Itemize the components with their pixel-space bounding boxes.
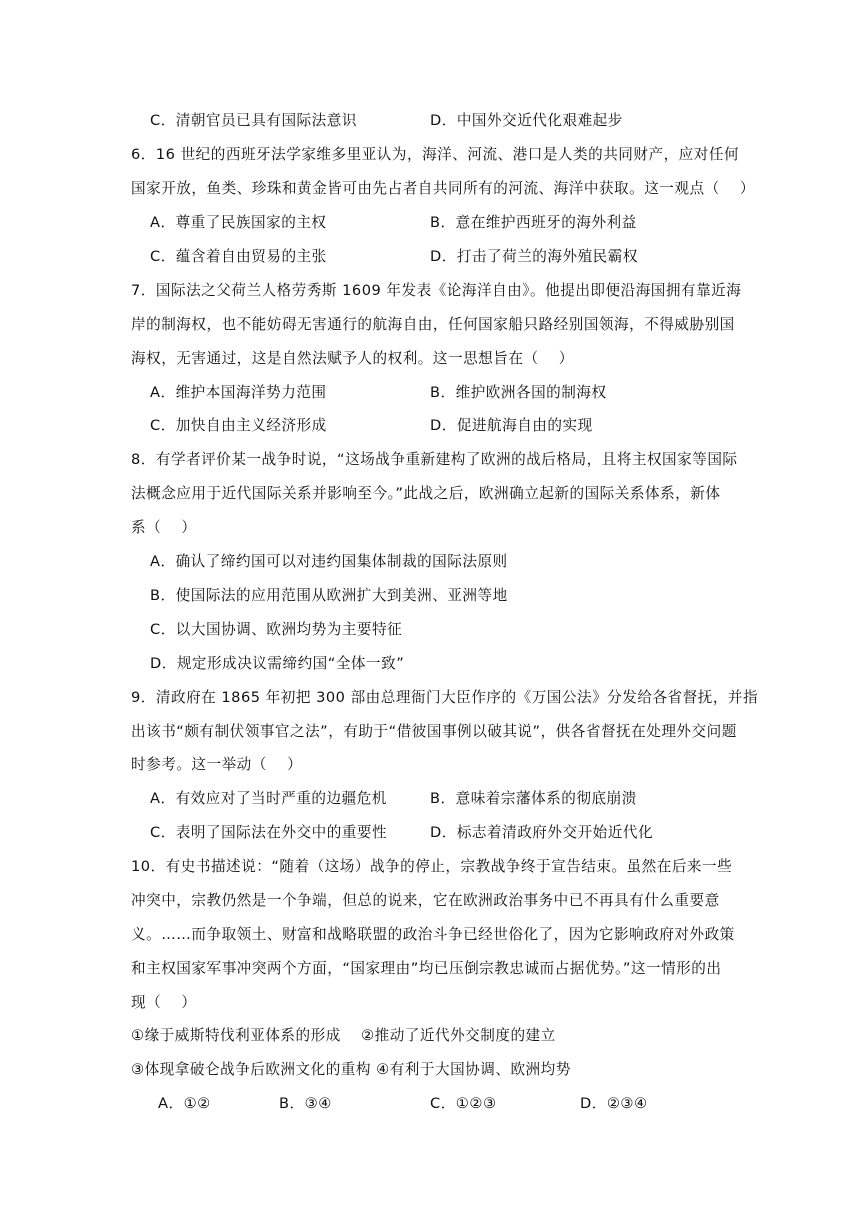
q8-stem-line-2: 法概念应用于近代国际关系并影响至今。”此战之后，欧洲确立起新的国际关系体系，新体 [131, 485, 721, 502]
q10-stem-line-1: 10．有史书描述说：“随着（这场）战争的停止，宗教战争终于宣告结束。虽然在后来一些 [131, 858, 733, 875]
q8-option-b: B．使国际法的应用范围从欧洲扩大到美洲、亚洲等地 [150, 587, 508, 604]
q6-stem-line-2: 国家开放，鱼类、珍珠和黄金皆可由先占者自共同所有的河流、海洋中获取。这一观点（ ） [131, 180, 755, 197]
q10-option-b: B．③④ [279, 1095, 332, 1112]
q7-option-d: D．促进航海自由的实现 [430, 417, 593, 434]
q7-stem-line-2: 岸的制海权，也不能妨碍无害通行的航海自由，任何国家船只路经别国领海，不得威胁别国 [131, 316, 735, 333]
q10-stem-line-4: 和主权国家军事冲突两个方面，“国家理由”均已压倒宗教忠诚而占据优势。”这一情形的出 [131, 960, 722, 977]
q8-option-d: D．规定形成决议需缔约国“全体一致” [150, 655, 405, 672]
q9-option-c: C．表明了国际法在外交中的重要性 [150, 824, 388, 841]
q7-option-c: C．加快自由主义经济形成 [150, 417, 327, 434]
q9-option-d: D．标志着清政府外交开始近代化 [430, 824, 654, 841]
q7-stem-line-1: 7．国际法之父荷兰人格劳秀斯 1609 年发表《论海洋自由》。他提出即便沿海国拥有靠近海 [131, 282, 742, 299]
q6-option-b: B．意在维护西班牙的海外利益 [430, 214, 637, 231]
q10-option-d: D．②③④ [580, 1095, 648, 1112]
q6-option-a: A．尊重了民族国家的主权 [150, 214, 327, 231]
q10-stem-line-2: 冲突中，宗教仍然是一个争端，但总的说来，它在欧洲政治事务中已不再具有什么重要意 [131, 892, 720, 909]
q6-option-c: C．蕴含着自由贸易的主张 [150, 248, 327, 265]
q6-stem-line-1: 6．16 世纪的西班牙法学家维多里亚认为，海洋、河流、港口是人类的共同财产，应对任何 [131, 146, 740, 163]
q10-statements-line-1: ①缘于威斯特伐利亚体系的形成 ②推动了近代外交制度的建立 [131, 1027, 556, 1044]
q7-stem-line-3: 海权，无害通过，这是自然法赋予人的权利。这一思想旨在（ ） [131, 350, 574, 367]
q8-option-c: C．以大国协调、欧洲均势为主要特征 [150, 621, 403, 638]
q9-option-a: A．有效应对了当时严重的边疆危机 [150, 790, 387, 807]
q7-option-b: B．维护欧洲各国的制海权 [430, 384, 607, 401]
q9-option-b: B．意味着宗藩体系的彻底崩溃 [430, 790, 637, 807]
q10-statements-line-2: ③体现拿破仑战争后欧洲文化的重构 ④有利于大国协调、欧洲均势 [131, 1061, 571, 1078]
q8-stem-line-3: 系（ ） [131, 519, 197, 536]
q10-option-a: A．①② [158, 1095, 211, 1112]
q5-option-d: D．中国外交近代化艰难起步 [430, 112, 623, 129]
q9-stem-line-1: 9．清政府在 1865 年初把 300 部由总理衙门大臣作序的《万国公法》分发给各省督抚，并指 [131, 689, 759, 706]
q10-stem-line-3: 义。……而争取领土、财富和战略联盟的政治斗争已经世俗化了，因为它影响政府对外政策 [131, 926, 735, 943]
q10-option-c: C．①②③ [430, 1095, 497, 1112]
q9-stem-line-2: 出该书“颇有制伏领事官之法”，有助于“借彼国事例以破其说”，供各省督抚在处理外交问题 [131, 723, 737, 740]
q9-stem-line-3: 时参考。这一举动（ ） [131, 756, 303, 773]
q8-stem-line-1: 8．有学者评价某一战争时说，“这场战争重新建构了欧洲的战后格局，且将主权国家等国际 [131, 451, 738, 468]
q7-option-a: A．维护本国海洋势力范围 [150, 384, 327, 401]
q5-option-c: C．清朝官员已具有国际法意识 [150, 112, 357, 129]
q8-option-a: A．确认了缔约国可以对违约国集体制裁的国际法原则 [150, 553, 508, 570]
q10-stem-line-5: 现（ ） [131, 994, 197, 1011]
q6-option-d: D．打击了荷兰的海外殖民霸权 [430, 248, 638, 265]
